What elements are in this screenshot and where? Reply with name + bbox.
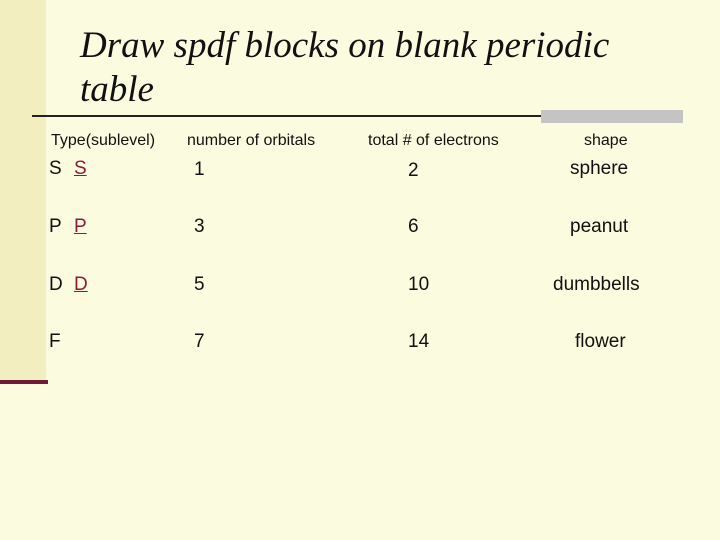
row-electrons: 6 bbox=[408, 216, 419, 237]
row-shape: sphere bbox=[570, 158, 629, 179]
row-type: P bbox=[49, 216, 62, 237]
header-shape: shape bbox=[584, 132, 628, 149]
row-shape: flower bbox=[575, 331, 626, 352]
sublevel-link-s[interactable]: S bbox=[74, 158, 87, 179]
sublevel-link-d[interactable]: D bbox=[74, 274, 88, 295]
row-shape: peanut bbox=[570, 216, 629, 237]
row-orbitals: 5 bbox=[194, 274, 205, 295]
row-electrons: 14 bbox=[408, 331, 430, 352]
row-orbitals: 3 bbox=[194, 216, 205, 237]
row-shape: dumbbells bbox=[553, 274, 640, 295]
row-orbitals: 7 bbox=[194, 331, 205, 352]
header-electrons: total # of electrons bbox=[368, 132, 499, 149]
row-type: S bbox=[49, 158, 62, 179]
decorative-gray-block bbox=[541, 110, 683, 123]
left-accent-bar bbox=[0, 0, 46, 384]
row-electrons: 10 bbox=[408, 274, 430, 295]
row-electrons: 2 bbox=[408, 160, 419, 181]
header-type: Type(sublevel) bbox=[51, 132, 156, 149]
row-orbitals: 1 bbox=[194, 159, 205, 180]
row-type: F bbox=[49, 331, 61, 352]
sublevel-link-p[interactable]: P bbox=[74, 216, 87, 237]
row-type: D bbox=[49, 274, 63, 295]
left-accent-line bbox=[0, 380, 48, 384]
header-orbitals: number of orbitals bbox=[187, 132, 316, 149]
slide-title: Draw spdf blocks on blank periodic table bbox=[80, 25, 610, 110]
